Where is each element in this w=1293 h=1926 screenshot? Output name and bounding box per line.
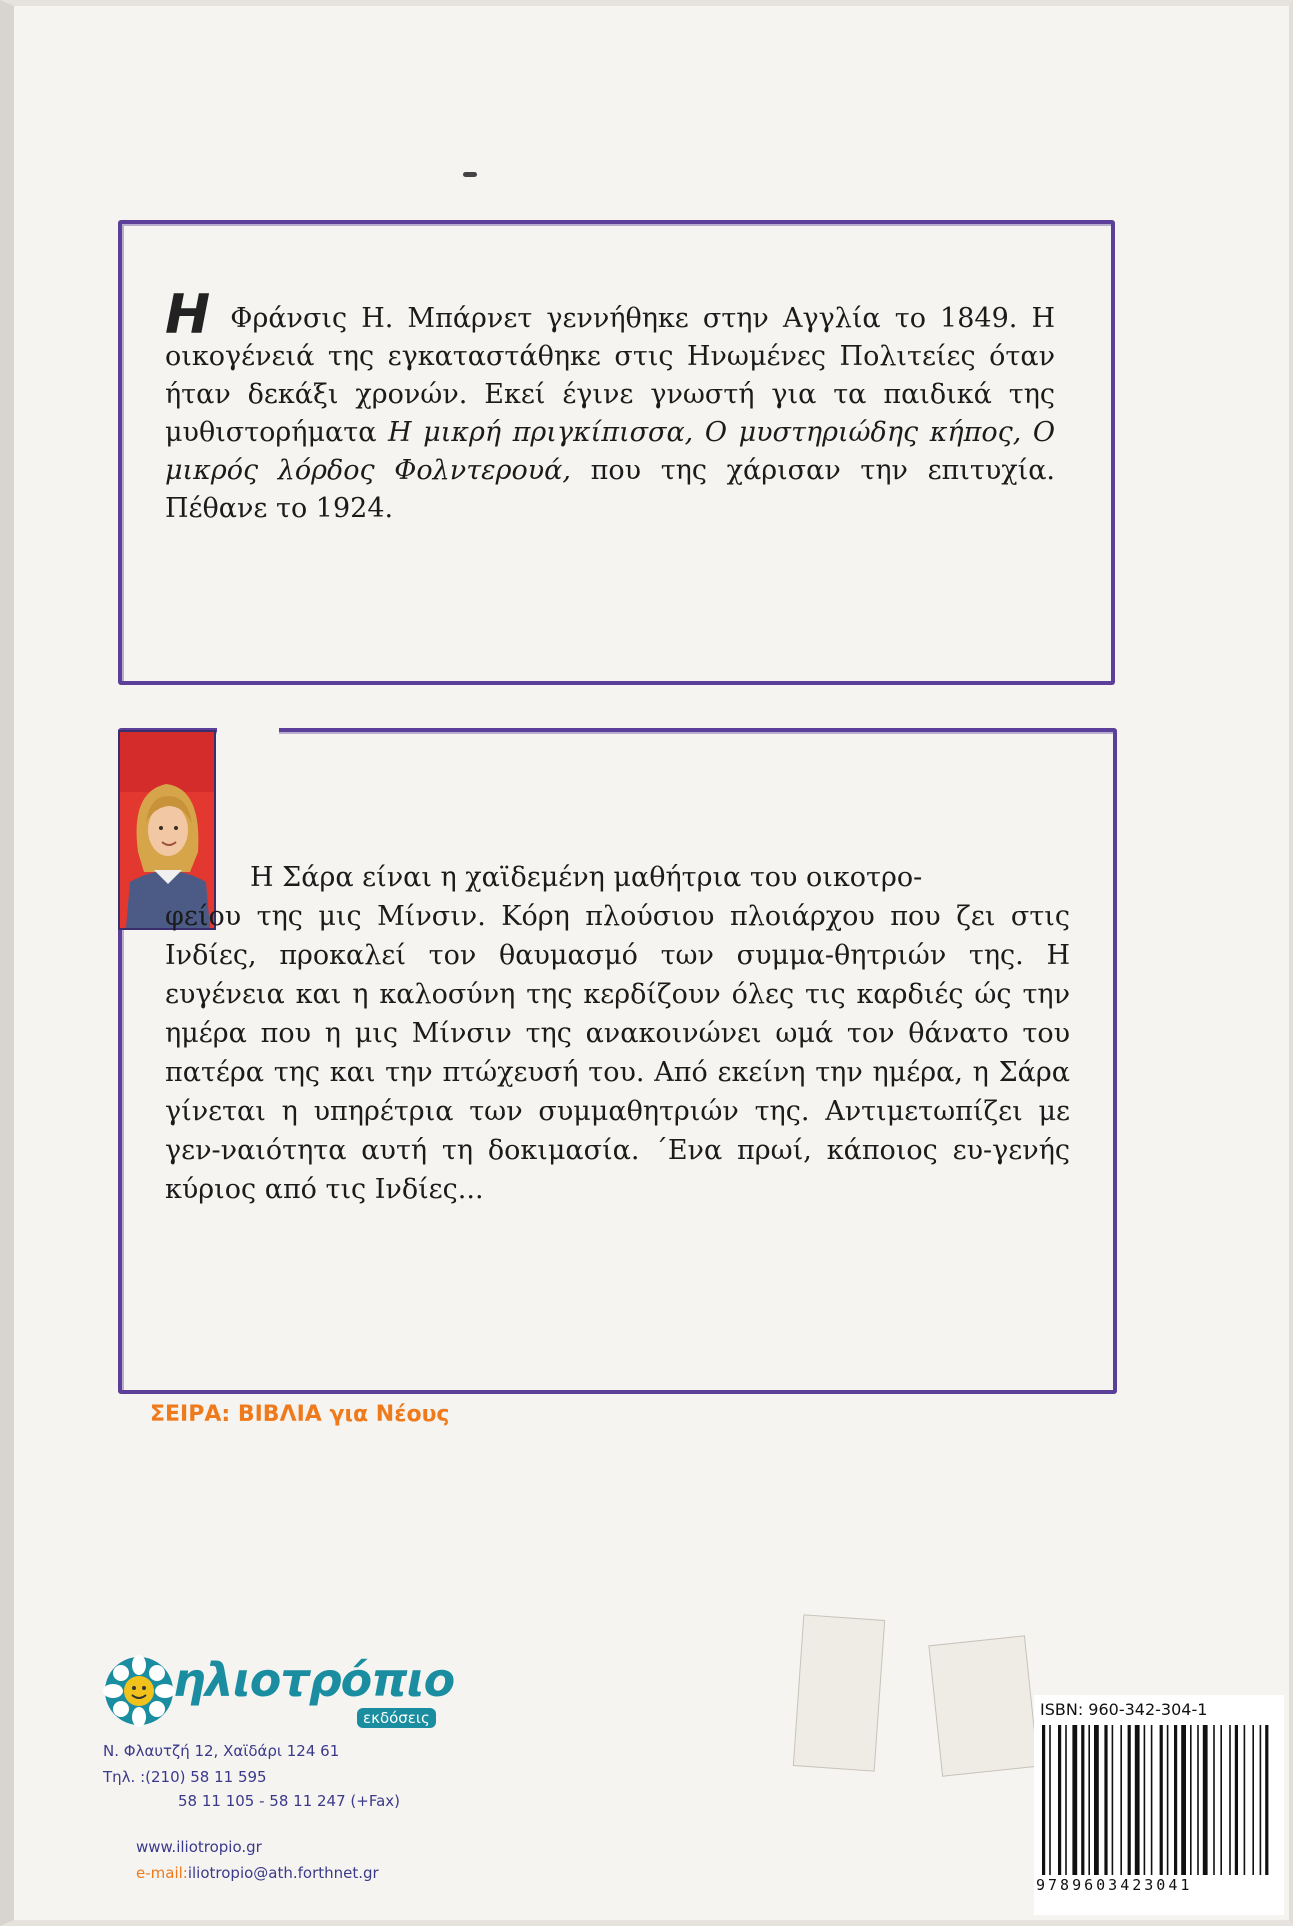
barcode-bar <box>1235 1725 1238 1875</box>
barcode-bar <box>1197 1725 1199 1875</box>
barcode-bar <box>1265 1725 1268 1875</box>
author-bio-text-2: που της χάρισαν την επιτυχία. Πέθανε το 1924. <box>165 455 1056 524</box>
publisher-website[interactable]: www.iliotropio.gr <box>136 1838 262 1856</box>
barcode-bar <box>1260 1725 1262 1875</box>
summary-text: φείου της μις Μίνσιν. Κόρη πλούσιου πλοιάρχου που ζει στις Ινδίες, προκαλεί τον θαυμασμό των συμμα-θητριών της. Η ευγένεια και η καλοσύνη της κερδίζουν όλες τις καρδιές ώς την ημέρα που η μις Μίνσιν της ανακοινώνει ωμά τον θάνατο του πατέρα της και την πτώχευσή του. Από εκείνη την ημέρα, η Σάρα γίνεται η υπηρέτρια των συμμαθητριών της. Αντιμετωπίζει με γεν-ναιότητα αυτή τη δοκιμασία. ΄Ενα πρωί, κάποιος ευ-γενής κύριος από τις Ινδίες... <box>165 901 1070 1205</box>
author-bio-text-1: Φράνσις Η. Μπάρνετ γεννήθηκε στην Αγγλία το 1849. Η οικογένειά της εγκαταστάθηκε στις Ηνωμένες Πολιτείες όταν ήταν δεκάξι χρονών. Εκεί έγινε γνωστή για τα παιδικά της μυθιστορήματα <box>165 303 1055 448</box>
barcode-bar <box>1220 1725 1222 1875</box>
barcode-bar <box>1174 1725 1177 1875</box>
barcode-bar <box>1244 1725 1246 1875</box>
torn-sticker-right <box>928 1635 1038 1776</box>
barcode-bar <box>1190 1725 1192 1875</box>
barcode-bar <box>1112 1725 1114 1875</box>
barcode-bar <box>1213 1725 1215 1875</box>
barcode-bar <box>1058 1725 1061 1875</box>
publisher-logo <box>103 1655 463 1735</box>
barcode-bar <box>1181 1725 1186 1875</box>
barcode-bar <box>1072 1725 1077 1875</box>
book-title-princess: Η μικρή πριγκίπισσα, <box>388 417 694 448</box>
summary-first-line: Η Σάρα είναι η χαϊδεμένη μαθήτρια του οικοτρο- <box>250 862 923 893</box>
sunflower-icon <box>103 1655 183 1735</box>
barcode-bar <box>1094 1725 1099 1875</box>
barcode-bar <box>1088 1725 1090 1875</box>
barcode-bar <box>1042 1725 1045 1875</box>
ean-number: 9789603423041 <box>1036 1876 1193 1894</box>
barcode-bar <box>1160 1725 1163 1875</box>
email-label: e-mail: <box>136 1864 188 1882</box>
barcode-bar <box>1229 1725 1231 1875</box>
barcode-bar <box>1065 1725 1067 1875</box>
barcode-bar <box>1203 1725 1208 1875</box>
barcode-bar <box>1135 1725 1140 1875</box>
publisher-sub: εκδόσεις <box>357 1708 436 1728</box>
dropcap: Η <box>165 283 211 346</box>
torn-sticker-left <box>793 1614 885 1771</box>
barcode-bar <box>1120 1725 1122 1875</box>
publisher-phone-fax: 58 11 105 - 58 11 247 (+Fax) <box>178 1792 400 1810</box>
barcode-bar <box>1151 1725 1153 1875</box>
author-bio-space <box>693 417 705 448</box>
series-label: ΣΕΙΡΑ: ΒΙΒΛΙΑ για Νέους <box>150 1402 450 1427</box>
barcode-bar <box>1144 1725 1146 1875</box>
barcode-bar <box>1049 1725 1051 1875</box>
publisher-name: ηλιοτρόπιο <box>173 1653 455 1707</box>
publisher-address: Ν. Φλαυτζή 12, Χαϊδάρι 124 61 <box>103 1742 340 1760</box>
barcode-bar <box>1081 1725 1084 1875</box>
barcode-bar <box>1128 1725 1131 1875</box>
book-titles-other: Ο μυστηριώδης κήπος, Ο μικρός λόρδος Φολντερουά, <box>165 417 1055 486</box>
barcode-bar <box>1252 1725 1254 1875</box>
barcode-bar <box>1104 1725 1107 1875</box>
isbn-label: ISBN: 960-342-304-1 <box>1040 1700 1208 1719</box>
scan-mark <box>463 172 477 177</box>
barcode-bar <box>1167 1725 1169 1875</box>
publisher-phone: Τηλ. :(210) 58 11 595 <box>103 1768 267 1786</box>
publisher-email <box>136 1864 379 1882</box>
author-bio <box>165 283 1056 528</box>
email-address[interactable]: iliotropio@ath.forthnet.gr <box>187 1864 379 1882</box>
